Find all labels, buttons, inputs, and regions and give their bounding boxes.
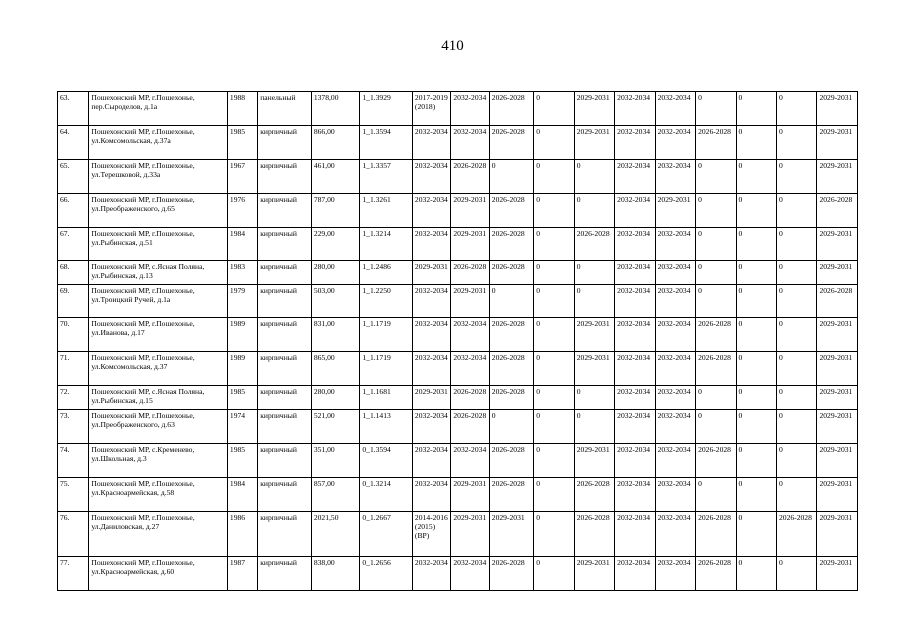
table-row	[58, 352, 858, 386]
table-cell: 2026-2028	[489, 352, 534, 386]
table-cell: 0	[736, 512, 776, 557]
table-cell: 1_1.1413	[360, 410, 413, 444]
table-cell: 1989	[227, 318, 257, 352]
table-body	[58, 92, 858, 591]
table-cell: 857,00	[311, 478, 360, 512]
table-cell: 0	[534, 557, 574, 591]
table-cell: кирпичный	[258, 386, 312, 410]
table-cell: 0	[534, 410, 574, 444]
table-cell: 0_1.3214	[360, 478, 413, 512]
table-cell: Пошехонский МР, г.Пошехонье, ул.Даниловская, д.27	[89, 512, 228, 557]
table-cell: 0	[736, 92, 776, 126]
table-cell: 2032-2034	[412, 444, 450, 478]
table-cell: Пошехонский МР, г.Пошехонье, ул.Рыбинская, д.51	[89, 228, 228, 261]
table-cell: Пошехонский МР, г.Пошехонье, пер.Сыроделов, д.1а	[89, 92, 228, 126]
table-cell: 0	[534, 352, 574, 386]
table-cell: 2026-2028	[451, 160, 489, 194]
table-cell: 0	[534, 194, 574, 228]
table-cell: 72.	[58, 386, 89, 410]
table-cell: 2029-2031	[574, 92, 614, 126]
table-cell: 2029-2031	[574, 444, 614, 478]
table-row	[58, 126, 858, 160]
table-cell: 2029-2031	[574, 352, 614, 386]
table-cell: 2032-2034	[655, 318, 695, 352]
table-cell: 2026-2028	[817, 194, 858, 228]
table-cell: 2021,50	[311, 512, 360, 557]
table-cell: 2032-2034	[615, 261, 655, 285]
table-cell: 2032-2034	[655, 228, 695, 261]
table-cell: 0	[574, 410, 614, 444]
table-cell: 0	[534, 261, 574, 285]
table-cell: 2029-2031	[817, 478, 858, 512]
table-cell: 866,00	[311, 126, 360, 160]
table-cell: 0	[574, 285, 614, 318]
table-cell: 0	[736, 285, 776, 318]
table-cell: 0	[736, 261, 776, 285]
table-cell: 2032-2034	[615, 352, 655, 386]
table-cell: Пошехонский МР, г.Пошехонье, ул.Красноармейская, д.58	[89, 478, 228, 512]
table-row	[58, 160, 858, 194]
table-cell: 2029-2031	[451, 512, 489, 557]
table-cell: кирпичный	[258, 126, 312, 160]
table-cell: 2029-2031	[412, 261, 450, 285]
table-cell: 2026-2028	[489, 478, 534, 512]
table-cell: 2032-2034	[655, 160, 695, 194]
table-cell: 1_1.3214	[360, 228, 413, 261]
table-cell: 461,00	[311, 160, 360, 194]
table-cell: 1983	[227, 261, 257, 285]
table-cell: 0	[776, 557, 816, 591]
housing-register-table	[57, 91, 858, 591]
table-cell: 2032-2034	[451, 92, 489, 126]
table-cell: 0	[696, 285, 736, 318]
table-cell: 2029-2031	[817, 352, 858, 386]
table-cell: 2032-2034	[412, 228, 450, 261]
table-cell: 1_1.3261	[360, 194, 413, 228]
table-cell: 0	[736, 478, 776, 512]
table-cell: 0	[776, 126, 816, 160]
table-cell: 2032-2034	[615, 386, 655, 410]
table-cell: 2032-2034	[615, 444, 655, 478]
table-cell: 0	[534, 478, 574, 512]
table-cell: 0	[534, 228, 574, 261]
table-cell: 1_1.1681	[360, 386, 413, 410]
table-cell: 0	[534, 386, 574, 410]
table-cell: 0	[696, 478, 736, 512]
table-cell: 2029-2031	[655, 194, 695, 228]
table-cell: 2026-2028	[489, 444, 534, 478]
table-cell: 0	[736, 444, 776, 478]
table-cell: 70.	[58, 318, 89, 352]
table-cell: 1974	[227, 410, 257, 444]
table-row	[58, 557, 858, 591]
table-cell: 1985	[227, 126, 257, 160]
table-cell: 2026-2028	[489, 261, 534, 285]
table-cell: 2026-2028	[574, 512, 614, 557]
table-cell: Пошехонский МР, г.Пошехонье, ул.Комсомольская, д.37	[89, 352, 228, 386]
table-cell: 0	[696, 92, 736, 126]
table-cell: 71.	[58, 352, 89, 386]
table-cell: 280,00	[311, 386, 360, 410]
table-cell: 69.	[58, 285, 89, 318]
table-cell: 2032-2034	[655, 444, 695, 478]
table-cell: Пошехонский МР, г.Пошехонье, ул.Красноармейская, д.60	[89, 557, 228, 591]
table-cell: 2032-2034	[615, 160, 655, 194]
table-cell: 2032-2034	[615, 410, 655, 444]
table-cell: 0	[489, 160, 534, 194]
table-cell: 2032-2034	[412, 352, 450, 386]
table-cell: 2032-2034	[655, 285, 695, 318]
table-cell: 2029-2031	[817, 410, 858, 444]
table-cell: Пошехонский МР, г.Пошехонье, ул.Комсомольская, д.37а	[89, 126, 228, 160]
table-cell: 2029-2031	[817, 318, 858, 352]
table-cell: 2026-2028	[696, 444, 736, 478]
table-cell: 2017-2019 (2018)	[412, 92, 450, 126]
table-cell: 1986	[227, 512, 257, 557]
table-cell: 2026-2028	[489, 228, 534, 261]
table-cell: 2026-2028	[574, 478, 614, 512]
table-cell: 0	[489, 410, 534, 444]
table-cell: 2032-2034	[451, 318, 489, 352]
table-cell: кирпичный	[258, 228, 312, 261]
table-cell: 2026-2028	[696, 557, 736, 591]
table-cell: 2032-2034	[615, 228, 655, 261]
table-cell: 68.	[58, 261, 89, 285]
table-cell: 0_1.3594	[360, 444, 413, 478]
table-cell: 2032-2034	[615, 512, 655, 557]
table-cell: 280,00	[311, 261, 360, 285]
table-cell: 0	[534, 285, 574, 318]
table-cell: 2032-2034	[412, 194, 450, 228]
table-row	[58, 512, 858, 557]
table-cell: 0	[534, 512, 574, 557]
page-number: 410	[441, 38, 464, 54]
table-row	[58, 318, 858, 352]
table-cell: 0	[736, 386, 776, 410]
table-cell: Пошехонский МР, г.Пошехонье, ул.Преображенского, д.65	[89, 194, 228, 228]
table-cell: 2029-2031	[451, 285, 489, 318]
table-cell: 2032-2034	[615, 557, 655, 591]
table-row	[58, 410, 858, 444]
table-cell: 229,00	[311, 228, 360, 261]
table-cell: 0	[534, 92, 574, 126]
table-cell: 2032-2034	[655, 478, 695, 512]
table-cell: 2032-2034	[451, 557, 489, 591]
table-cell: Пошехонский МР, с.Кременево, ул.Школьная, д.3	[89, 444, 228, 478]
table-cell: 0	[736, 557, 776, 591]
table-cell: 0	[574, 194, 614, 228]
table-cell: 0	[736, 194, 776, 228]
table-cell: 0	[736, 228, 776, 261]
table-cell: 0	[776, 410, 816, 444]
table-cell: 2026-2028	[696, 512, 736, 557]
table-cell: 2026-2028	[489, 318, 534, 352]
table-cell: 2026-2028	[817, 285, 858, 318]
table-cell: 1984	[227, 228, 257, 261]
table-cell: 2032-2034	[451, 444, 489, 478]
table-cell: 2029-2031	[574, 126, 614, 160]
table-cell: 74.	[58, 444, 89, 478]
table-cell: 2026-2028	[489, 126, 534, 160]
table-cell: 0	[736, 410, 776, 444]
table-cell: 67.	[58, 228, 89, 261]
table-row	[58, 194, 858, 228]
table-cell: 2029-2031	[817, 261, 858, 285]
table-cell: 0	[696, 160, 736, 194]
table-cell: 2032-2034	[412, 160, 450, 194]
table-cell: 2029-2031	[817, 92, 858, 126]
table-cell: 2029-2031	[451, 228, 489, 261]
table-cell: кирпичный	[258, 261, 312, 285]
table-cell: 0	[489, 285, 534, 318]
table-cell: 503,00	[311, 285, 360, 318]
table-cell: Пошехонский МР, с.Ясная Поляна, ул.Рыбинская, д.15	[89, 386, 228, 410]
table-cell: 0	[574, 386, 614, 410]
table-cell: 2026-2028	[776, 512, 816, 557]
table-cell: 1_1.1719	[360, 318, 413, 352]
table-cell: 77.	[58, 557, 89, 591]
table-cell: 0	[696, 194, 736, 228]
table-cell: кирпичный	[258, 285, 312, 318]
table-cell: 1_1.3929	[360, 92, 413, 126]
table-row	[58, 478, 858, 512]
table-cell: 1_1.1719	[360, 352, 413, 386]
table-cell: 64.	[58, 126, 89, 160]
table-cell: 66.	[58, 194, 89, 228]
table-cell: 2032-2034	[655, 126, 695, 160]
table-cell: 1976	[227, 194, 257, 228]
table-cell: 76.	[58, 512, 89, 557]
table-cell: 2029-2031	[489, 512, 534, 557]
table-cell: 2026-2028	[489, 92, 534, 126]
table-row	[58, 92, 858, 126]
table-cell: 2032-2034	[412, 285, 450, 318]
table-cell: 787,00	[311, 194, 360, 228]
table-cell: 2032-2034	[655, 410, 695, 444]
table-cell: 2026-2028	[489, 557, 534, 591]
table-cell: кирпичный	[258, 318, 312, 352]
table-cell: 0	[534, 126, 574, 160]
table-cell: 0	[776, 92, 816, 126]
table-cell: 0	[696, 228, 736, 261]
table-cell: 2032-2034	[615, 92, 655, 126]
table-cell: панельный	[258, 92, 312, 126]
table-cell: 2029-2031	[817, 512, 858, 557]
table-cell: 2032-2034	[615, 126, 655, 160]
table-cell: 2032-2034	[412, 126, 450, 160]
table-cell: кирпичный	[258, 160, 312, 194]
table-cell: 1967	[227, 160, 257, 194]
table-cell: 75.	[58, 478, 89, 512]
table-cell: 2032-2034	[655, 92, 695, 126]
table-cell: 2029-2031	[451, 194, 489, 228]
table-cell: 0	[776, 478, 816, 512]
table-cell: кирпичный	[258, 410, 312, 444]
table-cell: 0	[574, 261, 614, 285]
table-cell: 0	[534, 160, 574, 194]
table-cell: 2032-2034	[615, 478, 655, 512]
table-cell: 1378,00	[311, 92, 360, 126]
table-cell: 1979	[227, 285, 257, 318]
table-cell: кирпичный	[258, 194, 312, 228]
table-cell: 2026-2028	[696, 126, 736, 160]
table-cell: 1985	[227, 444, 257, 478]
table-cell: 1_1.2486	[360, 261, 413, 285]
table-cell: 2026-2028	[696, 318, 736, 352]
table-cell: кирпичный	[258, 557, 312, 591]
table-cell: 2026-2028	[696, 352, 736, 386]
table-cell: Пошехонский МР, с.Ясная Поляна, ул.Рыбинская, д.13	[89, 261, 228, 285]
table-cell: 0	[736, 318, 776, 352]
table-cell: Пошехонский МР, г.Пошехонье, ул.Троицкий Ручей, д.1а	[89, 285, 228, 318]
table-cell: 2032-2034	[655, 512, 695, 557]
table-cell: 2014-2016 (2015) (ВР)	[412, 512, 450, 557]
table-cell: 65.	[58, 160, 89, 194]
table-cell: 2029-2031	[817, 557, 858, 591]
table-cell: 0	[736, 126, 776, 160]
table-row	[58, 261, 858, 285]
table-cell: 2026-2028	[574, 228, 614, 261]
table-cell: кирпичный	[258, 444, 312, 478]
table-row	[58, 386, 858, 410]
table-cell: 0_1.2656	[360, 557, 413, 591]
table-cell: 1988	[227, 92, 257, 126]
table-cell: 0	[534, 318, 574, 352]
table-cell: 2032-2034	[412, 318, 450, 352]
table-cell: 0	[736, 160, 776, 194]
table-cell: 0	[776, 352, 816, 386]
table-cell: 2032-2034	[412, 410, 450, 444]
table-cell: 0	[776, 160, 816, 194]
table-cell: 2029-2031	[817, 160, 858, 194]
table-cell: 2029-2031	[817, 444, 858, 478]
table-cell: 0	[696, 386, 736, 410]
table-cell: 1989	[227, 352, 257, 386]
table-cell: 2029-2031	[451, 478, 489, 512]
table-cell: 2032-2034	[655, 352, 695, 386]
table-row	[58, 285, 858, 318]
table-cell: Пошехонский МР, г.Пошехонье, ул.Терешковой, д.33а	[89, 160, 228, 194]
table-cell: 0	[776, 261, 816, 285]
table-cell: 2029-2031	[574, 318, 614, 352]
table-cell: Пошехонский МР, г.Пошехонье, ул.Иванова, д.17	[89, 318, 228, 352]
table-cell: кирпичный	[258, 352, 312, 386]
table-cell: 1985	[227, 386, 257, 410]
table-cell: 351,00	[311, 444, 360, 478]
table-cell: 63.	[58, 92, 89, 126]
table-cell: 0	[736, 352, 776, 386]
table-cell: 2032-2034	[655, 261, 695, 285]
table-cell: 2032-2034	[615, 318, 655, 352]
table-cell: 521,00	[311, 410, 360, 444]
table-cell: 2029-2031	[817, 228, 858, 261]
table-cell: 0	[776, 444, 816, 478]
table-cell: 1987	[227, 557, 257, 591]
table-cell: 2032-2034	[451, 126, 489, 160]
table-cell: 2032-2034	[655, 557, 695, 591]
table-cell: 73.	[58, 410, 89, 444]
table-cell: кирпичный	[258, 512, 312, 557]
table-cell: Пошехонский МР, г.Пошехонье, ул.Преображенского, д.63	[89, 410, 228, 444]
table-cell: 831,00	[311, 318, 360, 352]
table-cell: 1_1.2250	[360, 285, 413, 318]
table-cell: 0	[776, 228, 816, 261]
table-cell: 2029-2031	[412, 386, 450, 410]
table-cell: 2032-2034	[615, 285, 655, 318]
table-cell: 2032-2034	[412, 557, 450, 591]
table-cell: 0_1.2667	[360, 512, 413, 557]
table-cell: 2026-2028	[451, 410, 489, 444]
table-cell: 0	[776, 194, 816, 228]
table-cell: 2032-2034	[655, 386, 695, 410]
table-cell: 2029-2031	[817, 126, 858, 160]
table-cell: 0	[534, 444, 574, 478]
table-row	[58, 444, 858, 478]
table-cell: 2026-2028	[489, 386, 534, 410]
table-cell: 2029-2031	[574, 557, 614, 591]
table-cell: 2026-2028	[489, 194, 534, 228]
table-cell: 2026-2028	[451, 386, 489, 410]
table-cell: 2029-2031	[817, 386, 858, 410]
table-cell: 0	[574, 160, 614, 194]
table-cell: 0	[776, 285, 816, 318]
table-cell: 0	[696, 410, 736, 444]
table-cell: 0	[776, 318, 816, 352]
table-cell: 2032-2034	[412, 478, 450, 512]
table-cell: 0	[776, 386, 816, 410]
table-cell: 0	[696, 261, 736, 285]
table-cell: 2026-2028	[451, 261, 489, 285]
table-cell: кирпичный	[258, 478, 312, 512]
table-cell: 1_1.3357	[360, 160, 413, 194]
table-cell: 2032-2034	[451, 352, 489, 386]
table-cell: 2032-2034	[615, 194, 655, 228]
table-cell: 1_1.3594	[360, 126, 413, 160]
table-cell: 838,00	[311, 557, 360, 591]
table-cell: 865,00	[311, 352, 360, 386]
table-cell: 1984	[227, 478, 257, 512]
table-row	[58, 228, 858, 261]
